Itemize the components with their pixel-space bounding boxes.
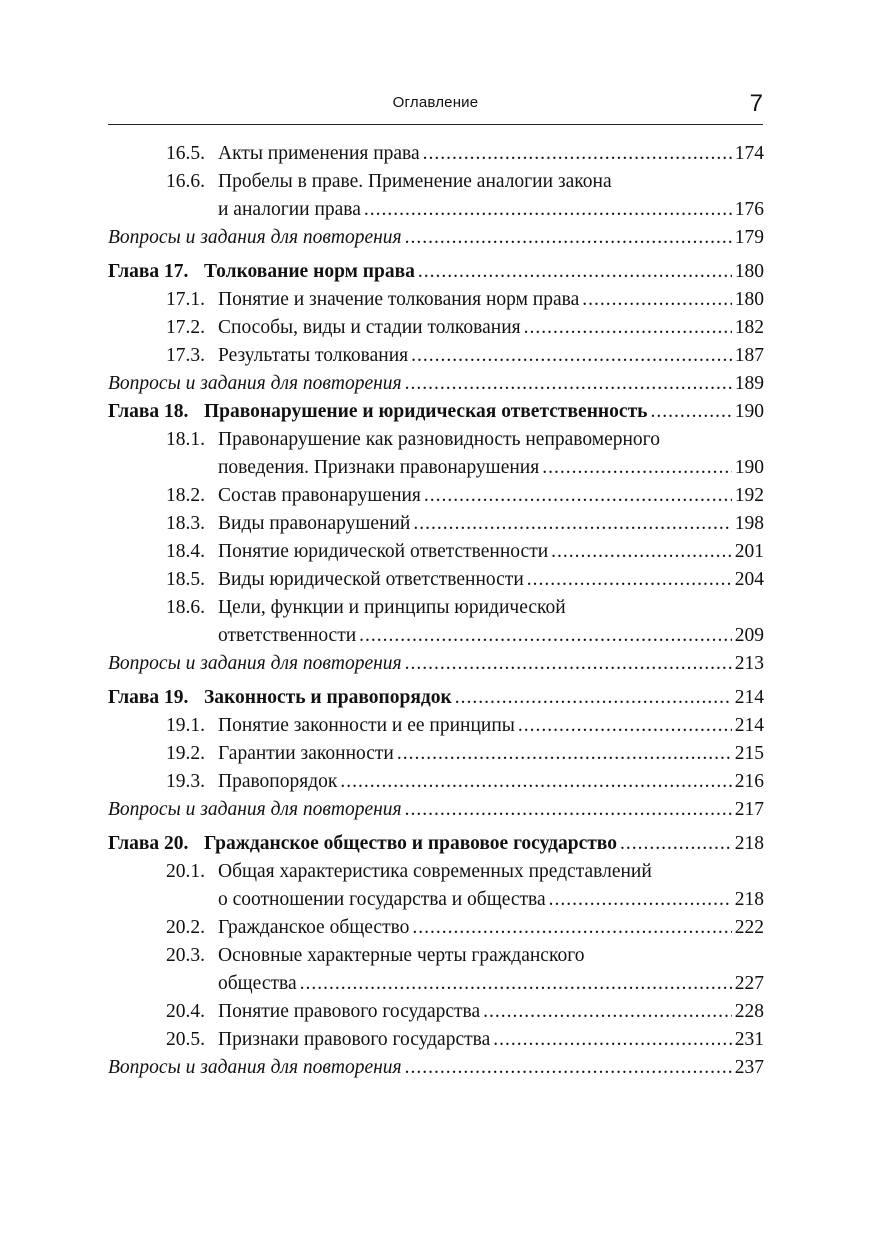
toc-line [108, 796, 764, 824]
section-entry [108, 1026, 764, 1054]
dot-leader [412, 914, 731, 942]
review-entry [108, 370, 764, 398]
table-of-contents [108, 140, 764, 1082]
section-title: Гарантии законности [218, 743, 394, 764]
section-title: Виды юридической ответственности [218, 569, 524, 590]
dot-leader [527, 566, 732, 594]
dot-leader [650, 398, 731, 426]
section-number: 18.5. [166, 569, 205, 590]
toc-line [108, 914, 764, 942]
section-number: 19.2. [166, 743, 205, 764]
dot-leader [340, 768, 731, 796]
review-entry [108, 1054, 764, 1082]
page-ref: 201 [734, 541, 764, 562]
page-ref: 216 [734, 771, 764, 792]
page-ref: 189 [734, 373, 764, 394]
toc-line [108, 398, 764, 426]
toc-line [108, 1026, 764, 1054]
section-number: 20.4. [166, 1001, 205, 1022]
page-ref: 214 [734, 715, 764, 736]
section-number: 20.3. [166, 945, 205, 966]
section-entry [108, 942, 764, 998]
section-entry [108, 740, 764, 768]
page-ref: 227 [734, 973, 764, 994]
section-number: 17.2. [166, 317, 205, 338]
review-text: Вопросы и задания для повторения [108, 653, 402, 674]
toc-line [108, 482, 764, 510]
toc-line [108, 886, 764, 914]
page-ref: 176 [734, 199, 764, 220]
toc-line [108, 712, 764, 740]
dot-leader [300, 970, 732, 998]
page-ref: 204 [734, 569, 764, 590]
dot-leader [405, 224, 732, 252]
toc-line [108, 286, 764, 314]
section-number: 18.4. [166, 541, 205, 562]
dot-leader [518, 712, 732, 740]
dot-leader [364, 196, 732, 224]
toc-line [108, 970, 764, 998]
review-text: Вопросы и задания для повторения [108, 227, 402, 248]
page-ref: 179 [734, 227, 764, 248]
toc-line [108, 224, 764, 252]
chapter-label: Глава 19. [108, 687, 189, 708]
section-entry [108, 140, 764, 168]
toc-line [108, 196, 764, 224]
dot-leader [551, 538, 732, 566]
toc-line [108, 314, 764, 342]
section-number: 17.1. [166, 289, 205, 310]
chapter-entry [108, 830, 764, 858]
dot-leader [549, 886, 732, 914]
section-title: Гражданское общество [218, 917, 410, 938]
review-text: Вопросы и задания для повторения [108, 799, 402, 820]
page-ref: 218 [734, 833, 764, 854]
section-entry [108, 594, 764, 650]
running-header [108, 88, 763, 125]
section-number: 16.6. [166, 171, 205, 192]
dot-leader [418, 258, 732, 286]
review-entry [108, 224, 764, 252]
chapter-entry [108, 258, 764, 286]
section-title: и аналогии права [218, 199, 361, 220]
section-title: общества [218, 973, 297, 994]
section-entry [108, 482, 764, 510]
section-title: Виды правонарушений [218, 513, 411, 534]
section-number: 19.3. [166, 771, 205, 792]
section-title: Понятие и значение толкования норм права [218, 289, 580, 310]
section-number: 18.2. [166, 485, 205, 506]
section-number: 18.6. [166, 597, 205, 618]
dot-leader [411, 342, 732, 370]
page-ref: 237 [734, 1057, 764, 1078]
section-entry [108, 510, 764, 538]
page-ref: 214 [734, 687, 764, 708]
dot-leader [620, 830, 732, 858]
page-ref: 180 [734, 289, 764, 310]
toc-line [108, 342, 764, 370]
section-number: 20.1. [166, 861, 205, 882]
toc-line [108, 998, 764, 1026]
dot-leader [524, 314, 732, 342]
section-title: Акты применения права [218, 143, 420, 164]
dot-leader [413, 510, 731, 538]
section-title: Состав правонарушения [218, 485, 421, 506]
dot-leader [582, 286, 731, 314]
header-title: Оглавление [392, 94, 479, 111]
section-title: Понятие законности и ее принципы [218, 715, 515, 736]
page-ref: 218 [734, 889, 764, 910]
toc-line [108, 768, 764, 796]
toc-line [108, 168, 764, 196]
dot-leader [483, 998, 732, 1026]
section-entry [108, 566, 764, 594]
review-entry [108, 650, 764, 678]
dot-leader [405, 1054, 732, 1082]
toc-line [108, 454, 764, 482]
page-ref: 182 [734, 317, 764, 338]
section-title: Способы, виды и стадии толкования [218, 317, 521, 338]
page-ref: 215 [734, 743, 764, 764]
page-ref: 190 [734, 401, 764, 422]
dot-leader [493, 1026, 732, 1054]
page-ref: 180 [734, 261, 764, 282]
chapter-label: Глава 20. [108, 833, 189, 854]
section-title: Признаки правового государства [218, 1029, 491, 1050]
section-entry [108, 858, 764, 914]
section-entry [108, 342, 764, 370]
section-entry [108, 768, 764, 796]
section-title: о соотношении государства и общества [218, 889, 546, 910]
section-entry [108, 538, 764, 566]
section-number: 20.5. [166, 1029, 205, 1050]
page-ref: 231 [734, 1029, 764, 1050]
page-ref: 217 [734, 799, 764, 820]
page-ref: 174 [734, 143, 764, 164]
chapter-entry [108, 684, 764, 712]
dot-leader [423, 140, 732, 168]
page-number: 7 [749, 90, 763, 117]
page-ref: 222 [734, 917, 764, 938]
section-entry [108, 712, 764, 740]
toc-line [108, 830, 764, 858]
toc-line [108, 566, 764, 594]
section-entry [108, 314, 764, 342]
review-entry [108, 796, 764, 824]
page-ref: 228 [734, 1001, 764, 1022]
section-number: 18.1. [166, 429, 205, 450]
section-number: 16.5. [166, 143, 205, 164]
dot-leader [405, 370, 732, 398]
dot-leader [542, 454, 732, 482]
chapter-entry [108, 398, 764, 426]
section-title: Правопорядок [218, 771, 338, 792]
page-ref: 213 [734, 653, 764, 674]
section-title: ответственности [218, 625, 357, 646]
toc-line [108, 140, 764, 168]
page-ref: 190 [734, 457, 764, 478]
review-text: Вопросы и задания для повторения [108, 1057, 402, 1078]
dot-leader [405, 796, 732, 824]
section-title: Общая характеристика современных представлений [218, 861, 652, 882]
page-ref: 187 [734, 345, 764, 366]
section-title: Цели, функции и принципы юридической [218, 597, 566, 618]
section-title: Понятие правового государства [218, 1001, 481, 1022]
section-entry [108, 998, 764, 1026]
page-ref: 192 [734, 485, 764, 506]
dot-leader [397, 740, 732, 768]
chapter-title: Гражданское общество и правовое государство [204, 833, 617, 854]
review-text: Вопросы и задания для повторения [108, 373, 402, 394]
toc-line [108, 426, 764, 454]
section-title: Правонарушение как разновидность неправомерного [218, 429, 660, 450]
toc-line [108, 258, 764, 286]
toc-line [108, 594, 764, 622]
section-entry [108, 426, 764, 482]
section-number: 20.2. [166, 917, 205, 938]
chapter-title: Законность и правопорядок [204, 687, 452, 708]
section-entry [108, 286, 764, 314]
chapter-label: Глава 17. [108, 261, 189, 282]
page-ref: 198 [734, 513, 764, 534]
chapter-label: Глава 18. [108, 401, 189, 422]
section-title: поведения. Признаки правонарушения [218, 457, 540, 478]
toc-line [108, 740, 764, 768]
section-entry [108, 914, 764, 942]
toc-line [108, 942, 764, 970]
page-ref: 209 [734, 625, 764, 646]
section-entry [108, 168, 764, 224]
section-title: Пробелы в праве. Применение аналогии закона [218, 171, 612, 192]
section-number: 19.1. [166, 715, 205, 736]
section-title: Результаты толкования [218, 345, 409, 366]
section-title: Понятие юридической ответственности [218, 541, 549, 562]
toc-line [108, 370, 764, 398]
section-title: Основные характерные черты гражданского [218, 945, 585, 966]
dot-leader [359, 622, 732, 650]
toc-line [108, 1054, 764, 1082]
dot-leader [424, 482, 732, 510]
toc-line [108, 622, 764, 650]
chapter-title: Толкование норм права [204, 261, 415, 282]
section-number: 17.3. [166, 345, 205, 366]
toc-line [108, 510, 764, 538]
dot-leader [405, 650, 732, 678]
toc-line [108, 684, 764, 712]
toc-line [108, 650, 764, 678]
toc-line [108, 858, 764, 886]
section-number: 18.3. [166, 513, 205, 534]
toc-line [108, 538, 764, 566]
chapter-title: Правонарушение и юридическая ответственность [204, 401, 648, 422]
dot-leader [455, 684, 732, 712]
